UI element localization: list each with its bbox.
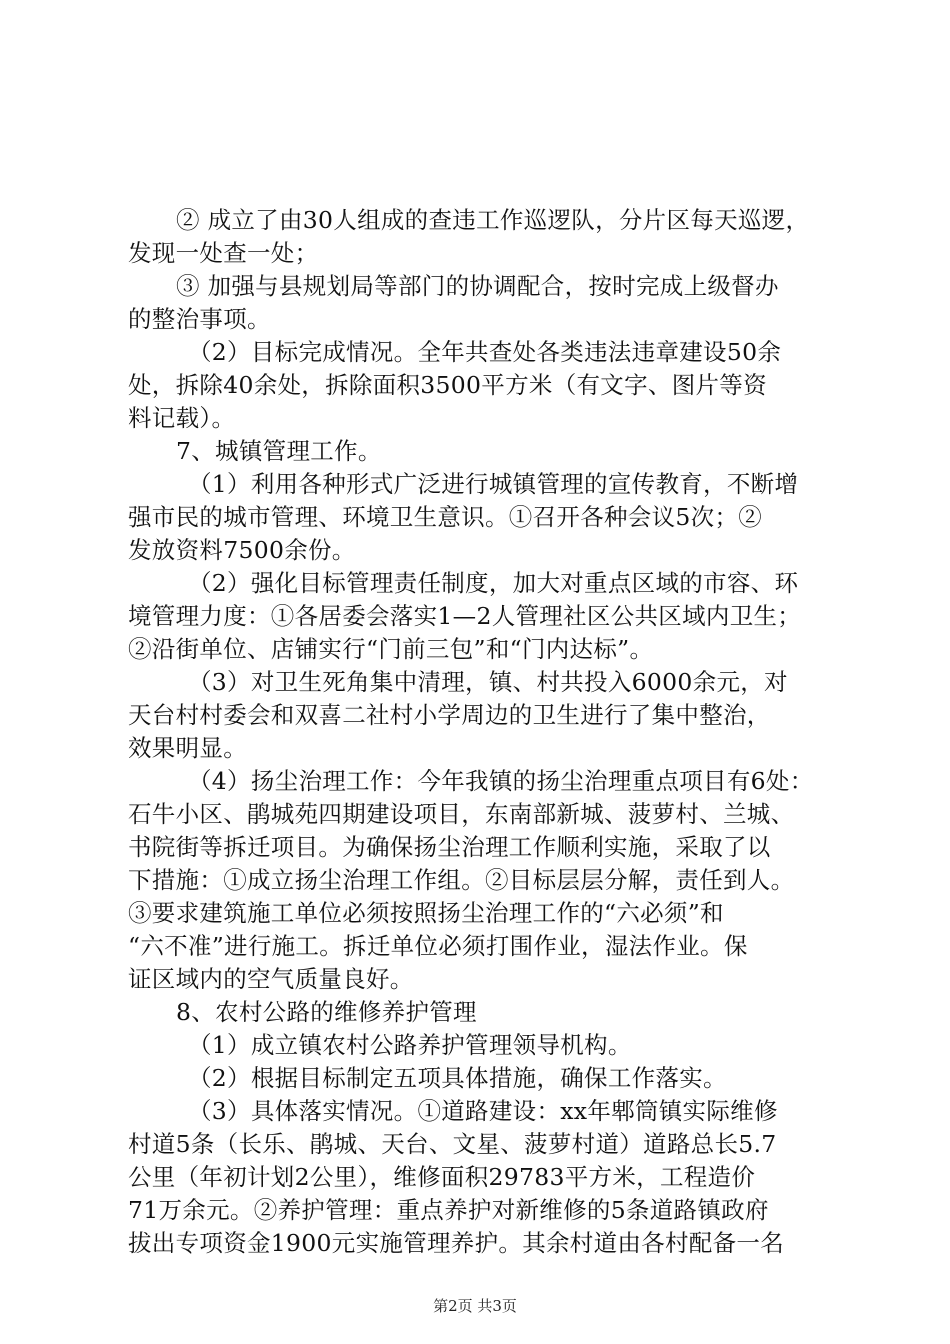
paragraph-line: （3）具体落实情况。①道路建设：xx年郫筒镇实际维修 (188, 1097, 778, 1125)
section-heading: 7、城镇管理工作。 (176, 437, 382, 465)
paragraph-line: （1）成立镇农村公路养护管理领导机构。 (188, 1031, 632, 1059)
paragraph-line: 发现一处查一处； (128, 239, 319, 267)
paragraph-line: 下措施：①成立扬尘治理工作组。②目标层层分解，责任到人。 (128, 866, 795, 894)
paragraph-line: 发放资料7500余份。 (128, 536, 356, 564)
paragraph-line: 天台村村委会和双喜二社村小学周边的卫生进行了集中整治， (128, 701, 771, 729)
paragraph-line: 料记载）。 (128, 404, 236, 432)
paragraph-line: 拔出专项资金1900元实施管理养护。其余村道由各村配备一名 (128, 1229, 785, 1257)
section-heading: 8、农村公路的维修养护管理 (176, 998, 477, 1026)
paragraph-line: 的整治事项。 (128, 305, 271, 333)
paragraph-line: 石牛小区、鹃城苑四期建设项目，东南部新城、菠萝村、兰城、 (128, 800, 795, 828)
paragraph-line: 书院街等拆迁项目。为确保扬尘治理工作顺利实施，采取了以 (128, 833, 771, 861)
paragraph-line: 证区域内的空气质量良好。 (128, 965, 414, 993)
paragraph-line: （4）扬尘治理工作：今年我镇的扬尘治理重点项目有6处： (188, 767, 814, 795)
paragraph-line: （2）根据目标制定五项具体措施，确保工作落实。 (188, 1064, 727, 1092)
paragraph-line: 公里（年初计划2公里），维修面积29783平方米，工程造价 (128, 1163, 756, 1191)
paragraph-line: （3）对卫生死角集中清理，镇、村共投入6000余元，对 (188, 668, 788, 696)
paragraph-line: （2）目标完成情况。全年共查处各类违法违章建设50余 (188, 338, 782, 366)
paragraph-line: 强市民的城市管理、环境卫生意识。①召开各种会议5次；② (128, 503, 763, 531)
paragraph-line: （2）强化目标管理责任制度，加大对重点区域的市容、环 (188, 569, 799, 597)
paragraph-line: 71万余元。②养护管理：重点养护对新维修的5条道路镇政府 (128, 1196, 769, 1224)
paragraph-line: 处，拆除40余处，拆除面积3500平方米（有文字、图片等资 (128, 371, 767, 399)
page-footer: 第2页 共3页 (433, 1297, 517, 1315)
paragraph-line: ③ 加强与县规划局等部门的协调配合，按时完成上级督办 (176, 272, 779, 300)
paragraph-line: ②沿街单位、店铺实行“门前三包”和“门内达标”。 (128, 635, 654, 663)
paragraph-line: 效果明显。 (128, 734, 247, 762)
paragraph-line: “六不准”进行施工。拆迁单位必须打围作业，湿法作业。保 (128, 932, 748, 960)
paragraph-line: （1）利用各种形式广泛进行城镇管理的宣传教育，不断增 (188, 470, 799, 498)
paragraph-line: ② 成立了由30人组成的查违工作巡逻队，分片区每天巡逻， (176, 206, 810, 234)
paragraph-line: ③要求建筑施工单位必须按照扬尘治理工作的“六必须”和 (128, 899, 724, 927)
paragraph-line: 村道5条（长乐、鹃城、天台、文星、菠萝村道）道路总长5.7 (128, 1130, 777, 1158)
paragraph-line: 境管理力度：①各居委会落实1—2人管理社区公共区域内卫生； (128, 602, 802, 630)
